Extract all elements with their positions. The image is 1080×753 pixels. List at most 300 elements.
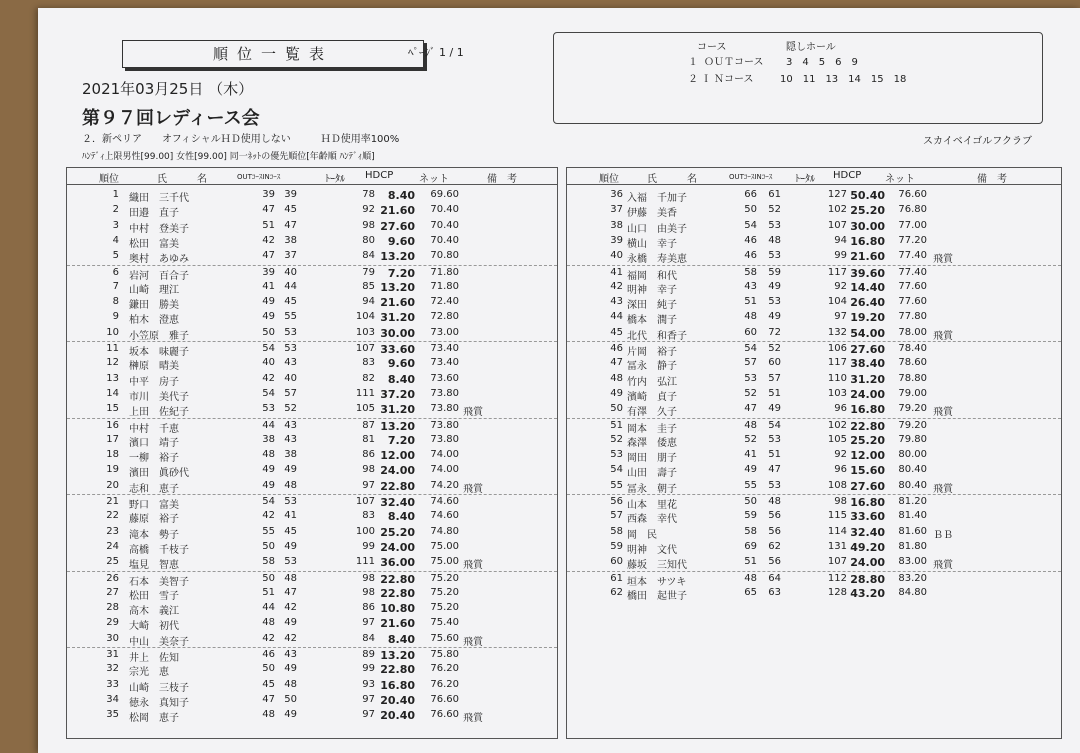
total-score-cell: 99	[362, 540, 375, 552]
rank-cell: 10	[106, 326, 119, 338]
player-name-cell: 石本 美智子	[129, 576, 189, 588]
out-score-cell: 60	[744, 326, 757, 338]
hdcp-cell: 21.60	[380, 296, 415, 310]
rank-cell: 17	[106, 433, 119, 445]
hdcp-cell: 31.20	[380, 403, 415, 417]
out-score-cell: 42	[262, 372, 275, 384]
course-no: ２ Ｉ	[688, 74, 712, 85]
rank-cell: 23	[106, 525, 119, 537]
total-score-cell: 85	[362, 280, 375, 292]
rank-cell: 62	[610, 586, 623, 598]
total-score-cell: 117	[827, 357, 847, 369]
rank-cell: 11	[106, 343, 119, 354]
remarks-cell: 飛賞	[463, 713, 483, 725]
table-row	[567, 341, 1061, 357]
handicap-conditions: ﾊﾝﾃﾞｨ上限男性[99.00] 女性[99.00] 同一ﾈｯﾄの優先順位[年齢順 ﾊﾝﾃﾞｨ順]	[82, 152, 375, 162]
player-name-cell: 榊原 晴美	[129, 361, 179, 373]
remarks-cell: 飛賞	[933, 330, 953, 342]
out-score-cell: 54	[744, 219, 757, 231]
player-name-cell: 塩見 智恵	[129, 560, 179, 572]
total-score-cell: 127	[827, 189, 847, 200]
net-score-cell: 76.60	[430, 693, 459, 705]
net-score-cell: 70.40	[430, 234, 459, 246]
hdcp-cell: 25.20	[380, 525, 415, 539]
hdcp-cell: 21.60	[380, 204, 415, 218]
total-score-cell: 98	[362, 572, 375, 584]
net-score-cell: 75.60	[430, 632, 459, 644]
net-score-cell: 79.00	[898, 387, 927, 399]
out-score-cell: 51	[744, 556, 757, 568]
hdcp-cell: 24.00	[380, 464, 415, 478]
in-score-cell: 43	[284, 357, 297, 369]
player-name-cell: 横山 幸子	[627, 238, 677, 250]
total-score-cell: 96	[834, 403, 847, 415]
net-score-cell: 79.20	[898, 403, 927, 415]
total-score-cell: 86	[362, 602, 375, 614]
remarks-cell: 飛賞	[463, 636, 483, 648]
player-name-cell: 福岡 和代	[627, 270, 677, 282]
in-score-cell: 37	[284, 250, 297, 262]
event-date: 2021年03月25日 （木）	[82, 80, 254, 98]
rank-cell: 50	[610, 403, 623, 415]
rank-cell: 5	[112, 250, 119, 262]
table-row	[567, 280, 1061, 295]
rank-cell: 7	[112, 280, 119, 292]
in-score-cell: 53	[284, 343, 297, 354]
results-sheet	[38, 8, 1080, 753]
rank-cell: 51	[610, 419, 623, 431]
player-name-cell: 片岡 裕子	[627, 347, 677, 358]
table-row	[567, 188, 1061, 203]
total-score-cell: 107	[355, 496, 375, 507]
col-rank: 順位	[599, 174, 619, 185]
total-score-cell: 103	[355, 326, 375, 338]
total-score-cell: 98	[362, 586, 375, 598]
net-score-cell: 76.80	[898, 204, 927, 216]
page-title: 順位一覧表	[122, 40, 424, 68]
event-name: 第９７回レディース会	[82, 108, 260, 129]
total-score-cell: 98	[362, 464, 375, 476]
total-score-cell: 112	[827, 572, 847, 584]
hdcp-cell: 22.80	[380, 479, 415, 493]
in-score-cell: 50	[284, 693, 297, 705]
total-score-cell: 105	[355, 403, 375, 415]
player-name-cell: 濱口 靖子	[129, 437, 179, 449]
player-name-cell: 松田 雪子	[129, 590, 179, 602]
rank-cell: 42	[610, 280, 623, 292]
hdcp-cell: 54.00	[850, 326, 885, 340]
out-score-cell: 47	[262, 693, 275, 705]
page-number: ﾍﾟｰｼﾞ 1 / 1	[408, 46, 464, 59]
hdcp-cell: 27.60	[850, 479, 885, 493]
hdcp-cell: 22.80	[380, 586, 415, 600]
net-score-cell: 77.40	[898, 266, 927, 278]
out-score-cell: 54	[744, 343, 757, 354]
out-score-cell: 48	[262, 709, 275, 721]
course-header: コース	[697, 42, 727, 53]
net-score-cell: 77.40	[898, 250, 927, 262]
rank-cell: 56	[610, 496, 623, 507]
player-name-cell: 岡本 圭子	[627, 423, 677, 435]
table-row	[567, 326, 1061, 341]
hdcp-cell: 33.60	[380, 343, 415, 356]
total-score-cell: 84	[362, 632, 375, 644]
total-score-cell: 107	[827, 219, 847, 231]
rank-cell: 24	[106, 540, 119, 552]
rank-cell: 28	[106, 602, 119, 614]
in-score-cell: 64	[768, 572, 781, 584]
out-score-cell: 48	[744, 311, 757, 323]
hdcp-cell: 19.20	[850, 311, 885, 325]
net-score-cell: 70.40	[430, 204, 459, 216]
total-score-cell: 98	[362, 219, 375, 231]
table-row	[567, 555, 1061, 570]
in-score-cell: 53	[284, 496, 297, 507]
in-score-cell: 47	[768, 464, 781, 476]
player-name-cell: 田邉 直子	[129, 208, 179, 220]
table-row	[67, 463, 557, 478]
player-name-cell: 伊藤 美香	[627, 208, 677, 220]
hdcp-cell: 31.20	[850, 372, 885, 386]
out-score-cell: 50	[262, 663, 275, 675]
rank-cell: 31	[106, 649, 119, 660]
net-score-cell: 76.60	[898, 189, 927, 200]
out-score-cell: 47	[262, 250, 275, 262]
net-score-cell: 75.20	[430, 572, 459, 584]
net-score-cell: 74.80	[430, 525, 459, 537]
in-score-cell: 48	[284, 479, 297, 491]
player-name-cell: 一柳 裕子	[129, 453, 179, 465]
total-score-cell: 111	[355, 387, 375, 399]
hdcp-cell: 13.20	[380, 649, 415, 662]
net-score-cell: 73.80	[430, 403, 459, 415]
rank-cell: 14	[106, 387, 119, 399]
out-score-cell: 50	[744, 204, 757, 216]
player-name-cell: 竹内 弘江	[627, 376, 677, 388]
results-table-left	[66, 167, 558, 739]
hdcp-cell: 22.80	[850, 419, 885, 433]
player-name-cell: 坂本 味麗子	[129, 347, 189, 358]
player-name-cell: 北代 和香子	[627, 330, 687, 342]
table-header	[567, 168, 1061, 185]
table-row	[67, 356, 557, 371]
table-row	[67, 265, 557, 281]
net-score-cell: 73.60	[430, 372, 459, 384]
total-score-cell: 97	[362, 617, 375, 629]
table-row	[567, 249, 1061, 264]
out-score-cell: 48	[744, 572, 757, 584]
player-name-cell: 松岡 恵子	[129, 713, 179, 725]
in-score-cell: 41	[284, 510, 297, 522]
hdcp-cell: 8.40	[387, 632, 415, 646]
table-row	[67, 494, 557, 510]
out-score-cell: 54	[262, 387, 275, 399]
player-name-cell: 高橋 千枝子	[129, 544, 189, 556]
rank-cell: 26	[106, 572, 119, 584]
table-row	[67, 571, 557, 587]
rank-cell: 22	[106, 510, 119, 522]
player-name-cell: 小笠原 雅子	[129, 330, 189, 342]
in-score-cell: 49	[768, 403, 781, 415]
out-score-cell: 58	[262, 556, 275, 568]
rank-cell: 32	[106, 663, 119, 675]
in-score-cell: 51	[768, 449, 781, 461]
in-score-cell: 42	[284, 632, 297, 644]
in-score-cell: 56	[768, 556, 781, 568]
col-hdcp: HDCP	[365, 170, 394, 181]
player-name-cell: 宗光 恵	[129, 667, 169, 679]
in-score-cell: 61	[768, 189, 781, 200]
hdcp-cell: 16.80	[850, 496, 885, 509]
hdcp-cell: 24.00	[380, 540, 415, 554]
in-score-cell: 72	[768, 326, 781, 338]
player-name-cell: 柏木 澄恵	[129, 315, 179, 327]
player-name-cell: 鎌田 勝美	[129, 300, 179, 312]
table-row	[567, 265, 1061, 281]
remarks-cell: 飛賞	[463, 483, 483, 495]
player-name-cell: 山崎 三枝子	[129, 682, 189, 694]
table-row	[67, 586, 557, 601]
total-score-cell: 92	[834, 449, 847, 461]
out-score-cell: 46	[744, 234, 757, 246]
net-score-cell: 76.60	[430, 709, 459, 721]
net-score-cell: 74.20	[430, 479, 459, 491]
rank-cell: 16	[106, 419, 119, 431]
out-score-cell: 39	[262, 189, 275, 200]
total-score-cell: 104	[355, 311, 375, 323]
in-score-cell: 49	[284, 709, 297, 721]
table-row	[67, 632, 557, 647]
total-score-cell: 102	[827, 204, 847, 216]
net-score-cell: 74.60	[430, 510, 459, 522]
in-score-cell: 49	[284, 663, 297, 675]
remarks-cell: 飛賞	[933, 407, 953, 419]
hdcp-cell: 50.40	[850, 189, 885, 202]
player-name-cell: 志和 恵子	[129, 483, 179, 495]
net-score-cell: 75.80	[430, 649, 459, 660]
total-score-cell: 108	[827, 479, 847, 491]
table-row	[567, 586, 1061, 601]
table-row	[567, 310, 1061, 325]
out-score-cell: 53	[744, 372, 757, 384]
table-row	[67, 402, 557, 417]
table-row	[67, 295, 557, 310]
rank-cell: 41	[610, 266, 623, 278]
net-score-cell: 81.40	[898, 510, 927, 522]
hdcp-cell: 37.20	[380, 387, 415, 401]
net-score-cell: 83.00	[898, 556, 927, 568]
in-score-cell: 48	[284, 678, 297, 690]
net-score-cell: 72.40	[430, 296, 459, 308]
player-name-cell: 入福 千加子	[627, 193, 687, 204]
player-name-cell: 松田 富美	[129, 238, 179, 250]
col-name: 氏 名	[157, 174, 207, 185]
course-info-box	[553, 32, 1043, 124]
player-name-cell: 橋田 起世子	[627, 590, 687, 602]
out-score-cell: 42	[262, 632, 275, 644]
hdcp-cell: 8.40	[387, 189, 415, 202]
out-score-cell: 48	[262, 617, 275, 629]
net-score-cell: 83.20	[898, 572, 927, 584]
table-row	[567, 525, 1061, 540]
rank-cell: 25	[106, 556, 119, 568]
net-score-cell: 73.80	[430, 419, 459, 431]
table-row	[67, 540, 557, 555]
net-score-cell: 81.20	[898, 496, 927, 507]
rank-cell: 6	[112, 266, 119, 278]
player-name-cell: 上田 佐紀子	[129, 407, 189, 419]
hdcp-cell: 22.80	[380, 663, 415, 677]
net-score-cell: 73.80	[430, 387, 459, 399]
out-score-cell: 54	[262, 343, 275, 354]
player-name-cell: 濱崎 貞子	[627, 391, 677, 403]
table-row	[67, 433, 557, 448]
total-score-cell: 102	[827, 419, 847, 431]
in-score-cell: 53	[284, 556, 297, 568]
in-score-cell: 45	[284, 296, 297, 308]
hdcp-cell: 24.00	[850, 556, 885, 570]
net-score-cell: 81.80	[898, 540, 927, 552]
out-score-cell: 48	[262, 449, 275, 461]
col-net: ネット	[885, 174, 915, 185]
total-score-cell: 89	[362, 649, 375, 660]
rank-cell: 38	[610, 219, 623, 231]
in-score-cell: 55	[284, 311, 297, 323]
total-score-cell: 107	[827, 556, 847, 568]
out-score-cell: 58	[744, 525, 757, 537]
net-score-cell: 76.20	[430, 663, 459, 675]
net-score-cell: 76.20	[430, 678, 459, 690]
table-row	[67, 249, 557, 264]
player-name-cell: 中村 千恵	[129, 423, 179, 435]
rank-cell: 34	[106, 693, 119, 705]
rank-cell: 19	[106, 464, 119, 476]
out-score-cell: 58	[744, 266, 757, 278]
hdcp-cell: 30.00	[380, 326, 415, 340]
hdcp-cell: 36.00	[380, 556, 415, 570]
out-score-cell: 50	[262, 572, 275, 584]
table-row	[567, 540, 1061, 555]
player-name-cell: 岡 民	[627, 529, 657, 541]
hdcp-cell: 9.60	[387, 234, 415, 248]
total-score-cell: 128	[827, 586, 847, 598]
hdcp-cell: 21.60	[380, 617, 415, 631]
player-name-cell: 山口 由美子	[627, 223, 687, 235]
table-row	[567, 387, 1061, 402]
in-score-cell: 56	[768, 525, 781, 537]
net-score-cell: 70.80	[430, 250, 459, 262]
out-score-cell: 46	[262, 649, 275, 660]
table-row	[67, 234, 557, 249]
table-row	[67, 678, 557, 693]
player-name-cell: 織田 三千代	[129, 193, 189, 204]
player-name-cell: 西森 幸代	[627, 514, 677, 526]
rank-cell: 43	[610, 296, 623, 308]
total-score-cell: 83	[362, 510, 375, 522]
table-row	[67, 616, 557, 631]
rank-cell: 2	[112, 204, 119, 216]
hdcp-cell: 43.20	[850, 586, 885, 600]
table-row	[567, 219, 1061, 234]
in-score-cell: 51	[768, 387, 781, 399]
net-score-cell: 74.00	[430, 464, 459, 476]
player-name-cell: 山崎 理江	[129, 284, 179, 296]
out-score-cell: 38	[262, 433, 275, 445]
table-row	[567, 356, 1061, 371]
in-score-cell: 42	[284, 602, 297, 614]
rank-cell: 27	[106, 586, 119, 598]
player-name-cell: 奥村 あゆみ	[129, 254, 189, 266]
table-row	[67, 418, 557, 434]
out-score-cell: 42	[262, 234, 275, 246]
total-score-cell: 94	[834, 234, 847, 246]
out-score-cell: 49	[744, 464, 757, 476]
out-score-cell: 41	[262, 280, 275, 292]
remarks-cell: 飛賞	[933, 254, 953, 266]
table-row	[567, 509, 1061, 524]
net-score-cell: 74.60	[430, 496, 459, 507]
total-score-cell: 81	[362, 433, 375, 445]
total-score-cell: 87	[362, 419, 375, 431]
results-table-right	[566, 167, 1062, 739]
table-row	[567, 234, 1061, 249]
hdcp-cell: 14.40	[850, 280, 885, 294]
hdcp-cell: 13.20	[380, 250, 415, 264]
hdcp-cell: 13.20	[380, 419, 415, 433]
rank-cell: 57	[610, 510, 623, 522]
net-score-cell: 78.60	[898, 357, 927, 369]
hdcp-cell: 16.80	[850, 403, 885, 417]
table-row	[67, 280, 557, 295]
out-score-cell: 69	[744, 540, 757, 552]
out-score-cell: 59	[744, 510, 757, 522]
table-row	[67, 372, 557, 387]
hdcp-cell: 15.60	[850, 464, 885, 478]
rank-cell: 21	[106, 496, 119, 507]
rank-cell: 35	[106, 709, 119, 721]
course-no: １	[688, 57, 698, 68]
scoring-rule: ２．新ペリア オフィシャルＨＤ使用しない ＨＤ使用率100%	[82, 134, 400, 145]
rank-cell: 15	[106, 403, 119, 415]
rank-cell: 54	[610, 464, 623, 476]
col-total: ﾄｰﾀﾙ	[325, 174, 345, 185]
out-score-cell: 52	[744, 387, 757, 399]
rank-cell: 55	[610, 479, 623, 491]
table-row	[567, 372, 1061, 387]
net-score-cell: 79.80	[898, 433, 927, 445]
player-name-cell: 市川 美代子	[129, 391, 189, 403]
rank-cell: 30	[106, 632, 119, 644]
net-score-cell: 75.00	[430, 540, 459, 552]
total-score-cell: 131	[827, 540, 847, 552]
out-score-cell: 51	[262, 219, 275, 231]
table-row	[567, 203, 1061, 218]
rank-cell: 33	[106, 678, 119, 690]
in-score-cell: 63	[768, 586, 781, 598]
table-row	[567, 571, 1061, 587]
in-score-cell: 53	[284, 326, 297, 338]
in-score-cell: 52	[768, 204, 781, 216]
rank-cell: 47	[610, 357, 623, 369]
total-score-cell: 97	[362, 479, 375, 491]
hdcp-cell: 25.20	[850, 433, 885, 447]
player-name-cell: 深田 純子	[627, 300, 677, 312]
out-score-cell: 45	[262, 678, 275, 690]
player-name-cell: 中平 房子	[129, 376, 179, 388]
rank-cell: 49	[610, 387, 623, 399]
table-row	[67, 387, 557, 402]
in-score-cell: 57	[284, 387, 297, 399]
